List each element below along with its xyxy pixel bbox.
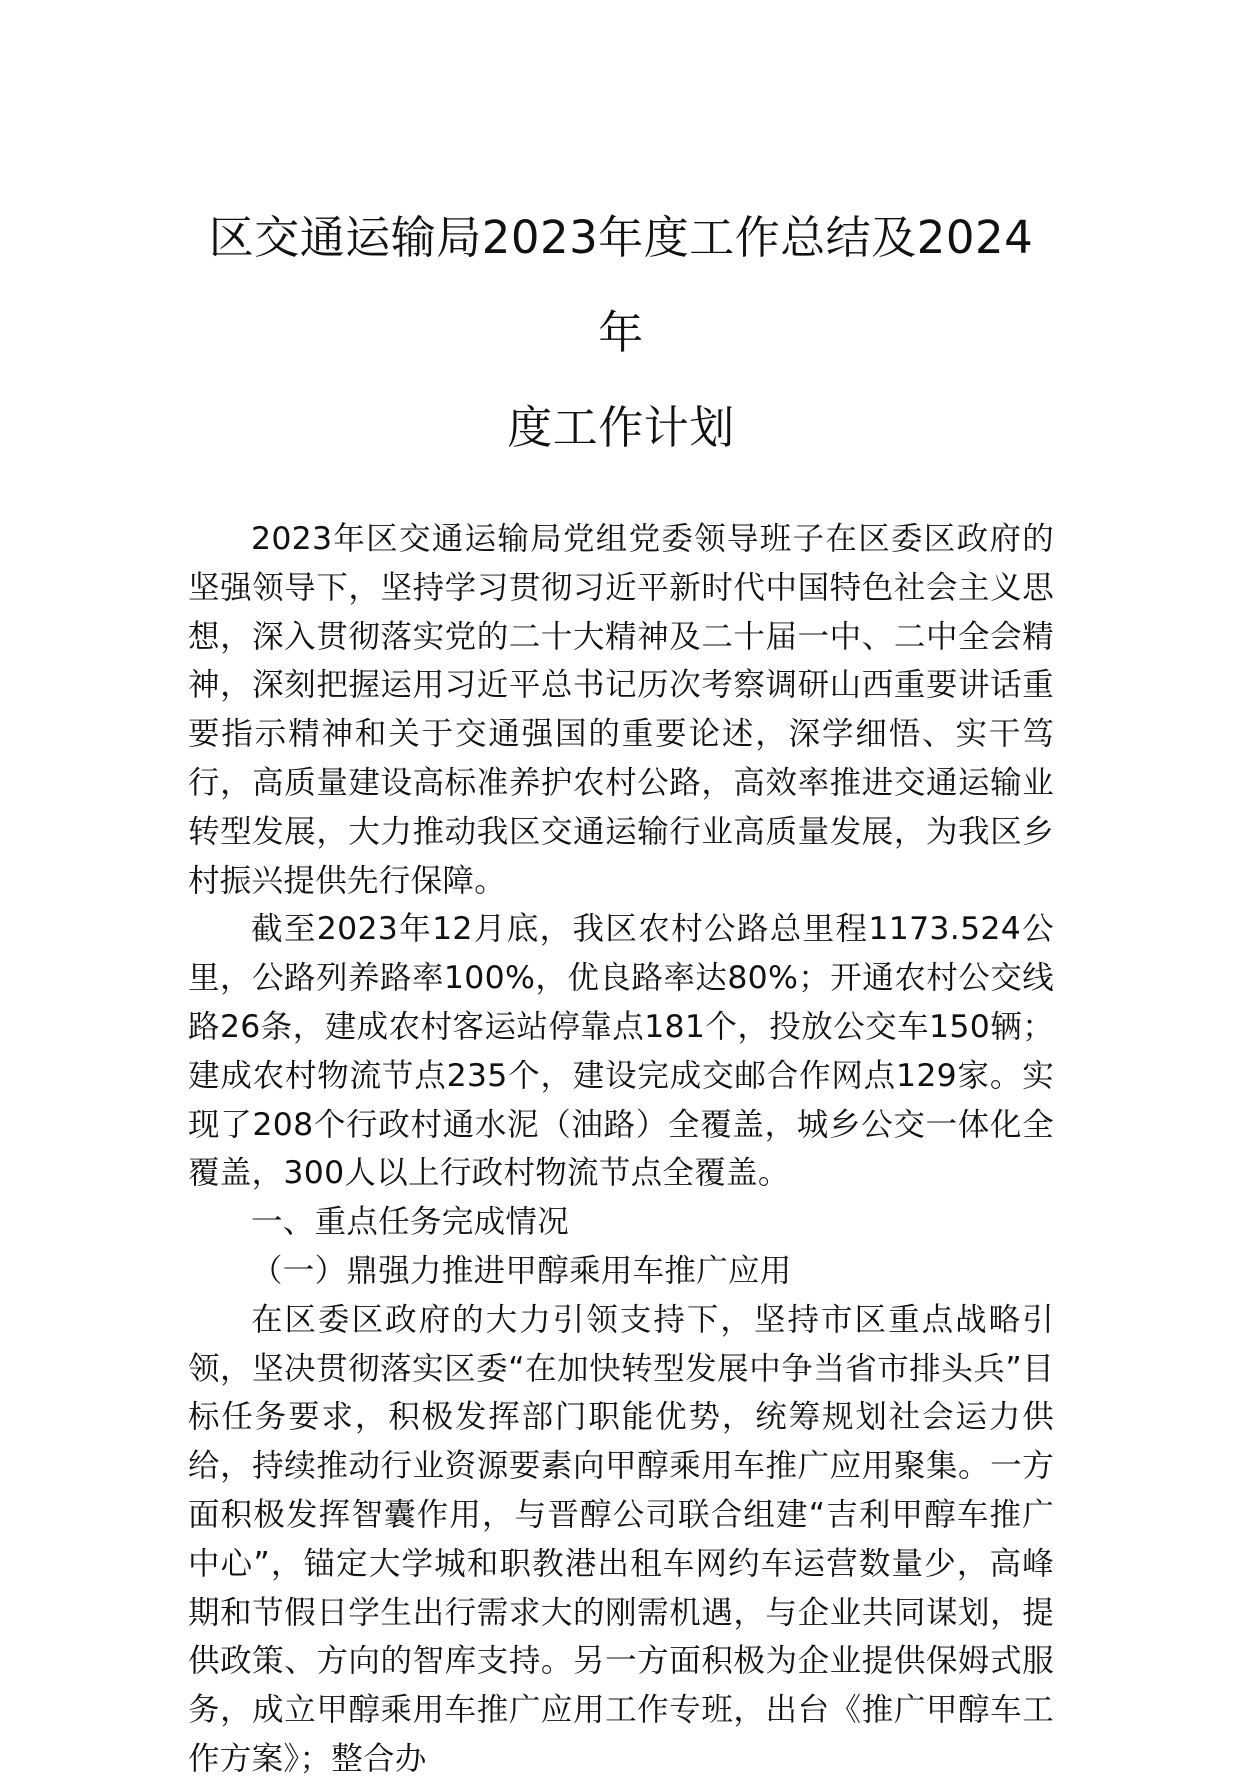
document-title — [188, 190, 1054, 475]
paragraph-intro: 2023年区交通运输局党组党委领导班子在区委区政府的坚强领导下，坚持学习贯彻习近平新时代中国特色社会主义思想，深入贯彻落实党的二十大精神及二十届一中、二中全会精神，深刻把握运用习近平总书记历次考察调研山西重要讲话重要指示精神和关于交通强国的重要论述，深学细悟、实干笃行，高质量建设高标准养护农村公路，高效率推进交通运输业转型发展，大力推动我区交通运输行业高质量发展，为我区乡村振兴提供先行保障。 — [188, 521, 1054, 899]
paragraph-statistics: 截至2023年12月底，我区农村公路总里程1173.524公里，公路列养路率100%，优良路率达80%；开通农村公交线路26条，建成农村客运站停靠点181个，投放公交车150辆；建成农村物流节点235个，建设完成交邮合作网点129家。实现了208个行政村通水泥（油路）全覆盖，城乡公交一体化全覆盖，300人以上行政村物流节点全覆盖。 — [188, 911, 1054, 1192]
subsection-heading: （一）鼎强力推进甲醇乘用车推广应用 — [251, 1252, 792, 1289]
title-line-2: 度工作计划 — [507, 401, 735, 454]
document-body — [188, 515, 1054, 1784]
section-heading: 一、重点任务完成情况 — [251, 1204, 570, 1241]
paragraph-methanol: 在区委区政府的大力引领支持下，坚持市区重点战略引领，坚决贯彻落实区委“在加快转型发展中争当省市排头兵”目标任务要求，积极发挥部门职能优势，统筹规划社会运力供给，持续推动行业资源要素向甲醇乘用车推广应用聚集。一方面积极发挥智囊作用，与晋醇公司联合组建“吉利甲醇车推广中心”，锚定大学城和职教港出租车网约车运营数量少，高峰期和节假日学生出行需求大的刚需机遇，与企业共同谋划，提供政策、方向的智库支持。另一方面积极为企业提供保姆式服务，成立甲醇乘用车推广应用工作专班，出台《推广甲醇车工作方案》；整合办 — [188, 1301, 1054, 1777]
title-line-1: 区交通运输局2023年度工作总结及2024年 — [208, 211, 1034, 359]
document-page — [188, 190, 1054, 1784]
